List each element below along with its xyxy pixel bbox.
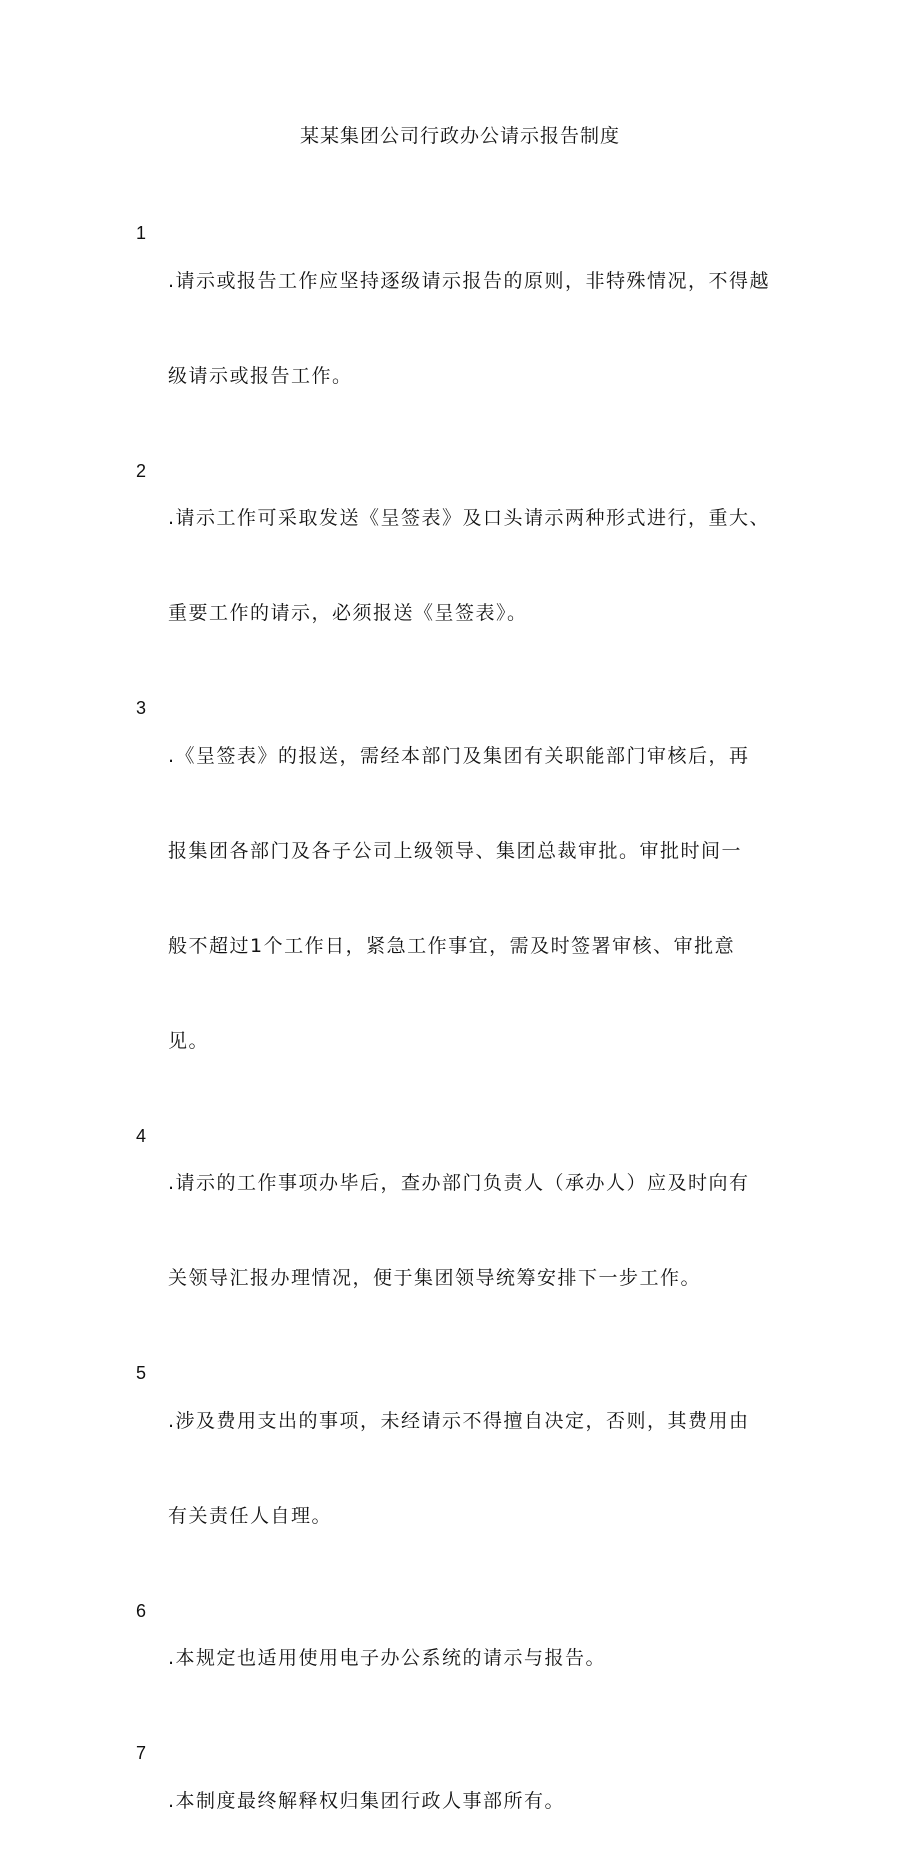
clause-line: .请示或报告工作应坚持逐级请示报告的原则，非特殊情况，不得越 (168, 269, 771, 292)
clause-number: 2 (136, 460, 147, 481)
clause-5 (136, 1350, 816, 1588)
clause-number: 7 (136, 1743, 147, 1763)
clause-line: .《呈签表》的报送，需经本部门及集团有关职能部门审核后，再 (168, 744, 750, 767)
clause-line: .本制度最终解释权归集团行政人事部所有。 (168, 1789, 566, 1812)
clause-1 (136, 210, 816, 448)
clause-line: 报集团各部门及各子公司上级领导、集团总裁审批。审批时间一 (168, 839, 743, 862)
clause-text (168, 1730, 816, 1873)
clause-line: 重要工作的请示，必须报送《呈签表》。 (168, 602, 528, 624)
clause-2 (136, 448, 816, 686)
clause-line: .请示工作可采取发送《呈签表》及口头请示两种形式进行，重大、 (168, 507, 771, 529)
clause-line: 级请示或报告工作。 (168, 364, 353, 387)
clause-text (168, 448, 816, 686)
clause-number: 6 (136, 1600, 147, 1621)
clause-line: 有关责任人自理。 (168, 1504, 333, 1527)
clause-line: .请示的工作事项办毕后，查办部门负责人（承办人）应及时向有 (168, 1172, 750, 1194)
clause-text (168, 1350, 816, 1588)
clause-line: 关领导汇报办理情况，便于集团领导统筹安排下一步工作。 (168, 1267, 702, 1289)
clause-6 (136, 1588, 816, 1731)
clause-7 (136, 1730, 816, 1873)
document-title: 某某集团公司行政办公请示报告制度 (299, 125, 620, 147)
clause-text (168, 1588, 816, 1731)
clause-number: 3 (136, 698, 147, 718)
clause-line: 见。 (168, 1029, 210, 1052)
clause-number: 4 (136, 1125, 147, 1146)
clause-line: 般不超过1个工作日，紧急工作事宜，需及时签署审核、审批意 (168, 934, 736, 957)
clause-list (136, 210, 816, 1873)
clause-number: 5 (136, 1363, 147, 1383)
clause-text (168, 685, 816, 1113)
clause-4 (136, 1113, 816, 1351)
clause-line: .涉及费用支出的事项，未经请示不得擅自决定，否则，其费用由 (168, 1409, 750, 1432)
clause-number: 1 (136, 223, 147, 243)
clause-line: .本规定也适用使用电子办公系统的请示与报告。 (168, 1647, 607, 1669)
clause-text (168, 1113, 816, 1351)
clause-3 (136, 685, 816, 1113)
clause-text (168, 210, 816, 448)
